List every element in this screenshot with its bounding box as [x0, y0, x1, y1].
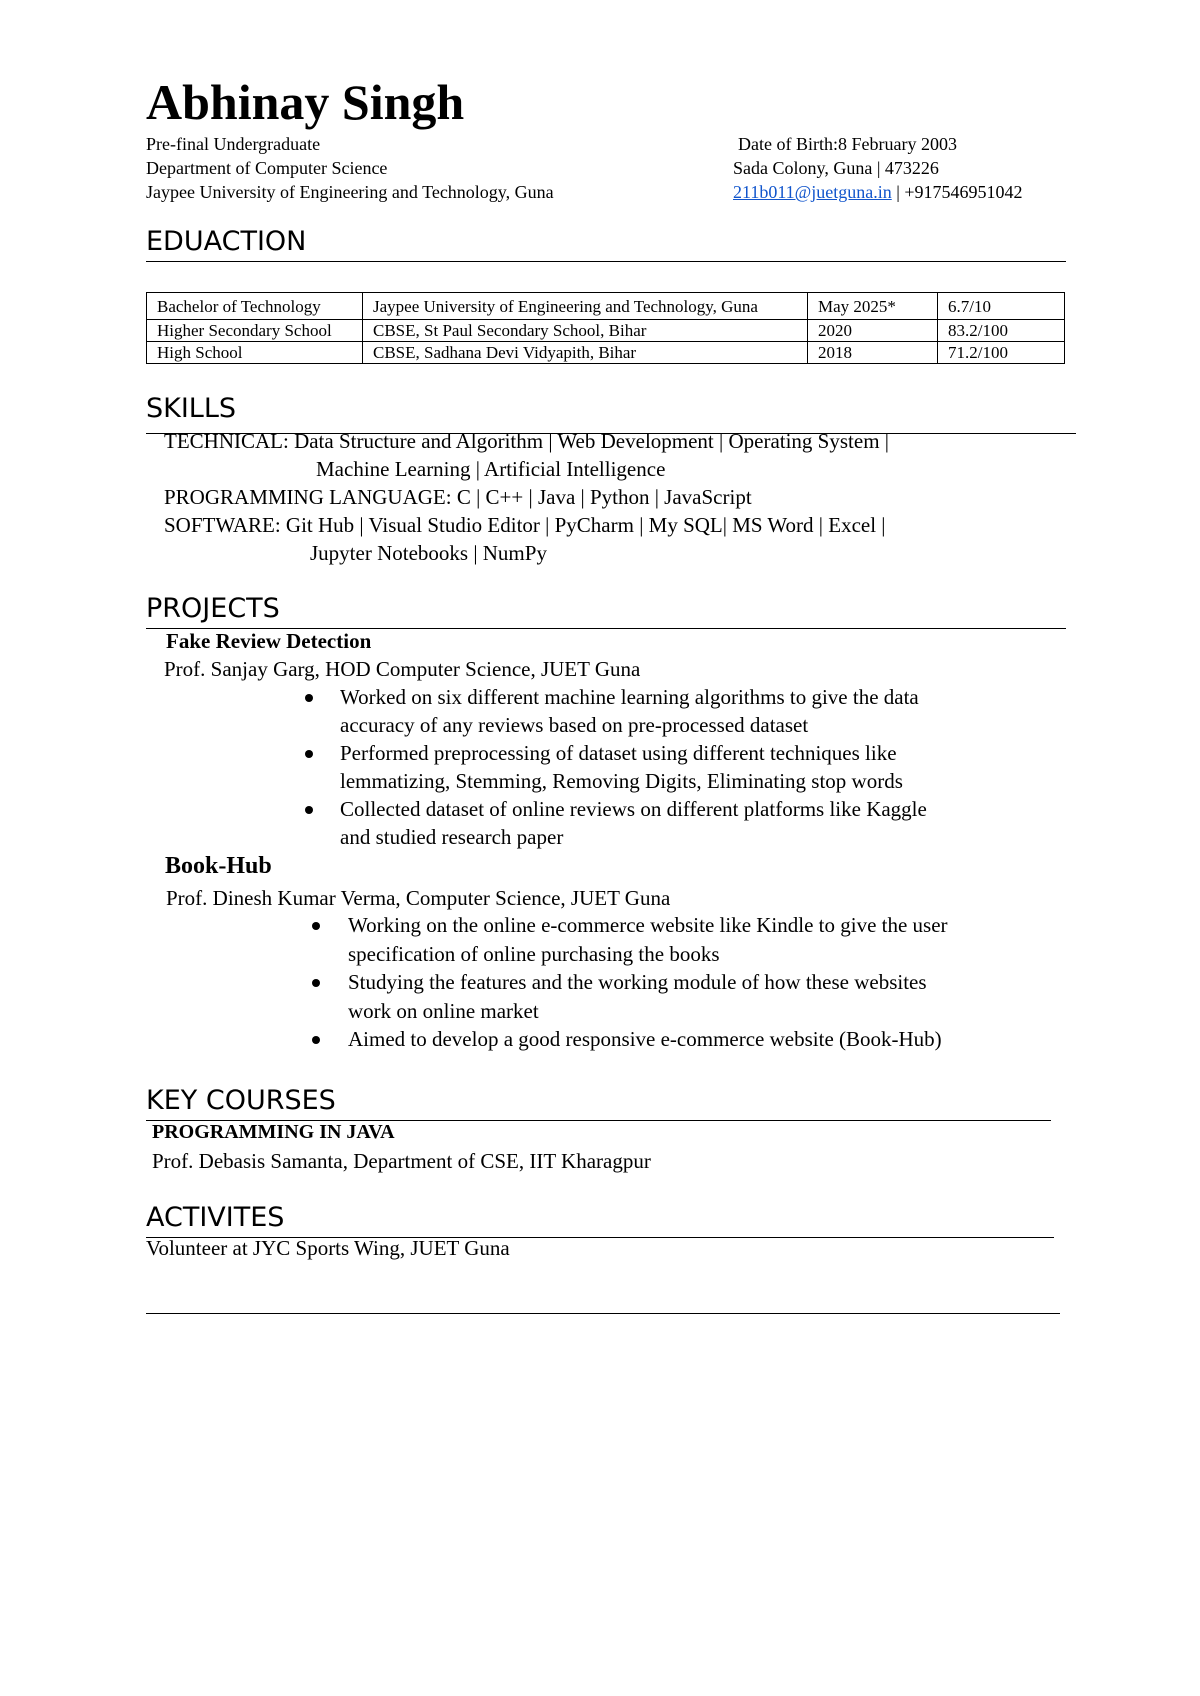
section-title-activities: ACTIVITES — [146, 1202, 285, 1233]
table-cell: High School — [147, 342, 363, 364]
date-of-birth: Date of Birth:8 February 2003 — [738, 134, 957, 154]
skills-software-cont: Jupyter Notebooks | NumPy — [310, 541, 547, 565]
table-cell: Bachelor of Technology — [147, 293, 363, 320]
table-cell: CBSE, St Paul Secondary School, Bihar — [363, 320, 808, 342]
table-row — [147, 342, 1065, 364]
phone-number: | +917546951042 — [891, 182, 1023, 202]
table-cell: 83.2/100 — [938, 320, 1065, 342]
table-row — [147, 293, 1065, 320]
project-title: Book-Hub — [165, 853, 272, 879]
contact-line — [733, 181, 1023, 203]
skills-software: SOFTWARE: Git Hub | Visual Studio Editor | PyCharm | My SQL| MS Word | Excel | — [164, 513, 886, 537]
bullet-text: and studied research paper — [340, 825, 564, 849]
bullet-text: Worked on six different machine learning algorithms to give the data — [340, 685, 919, 709]
department-line: Department of Computer Science — [146, 158, 388, 178]
bullet-icon — [305, 750, 313, 758]
bullet-icon — [312, 922, 320, 930]
address: Sada Colony, Guna | 473226 — [733, 158, 939, 178]
table-cell: CBSE, Sadhana Devi Vidyapith, Bihar — [363, 342, 808, 364]
candidate-name: Abhinay Singh — [146, 74, 465, 130]
table-cell: 2020 — [808, 320, 938, 342]
bullet-icon — [305, 806, 313, 814]
table-cell: Jaypee University of Engineering and Technology, Guna — [363, 293, 808, 320]
project-title: Fake Review Detection — [166, 629, 372, 653]
email-link[interactable]: 211b011@juetguna.in — [733, 182, 892, 202]
status-line: Pre-final Undergraduate — [146, 134, 321, 154]
project-guide: Prof. Dinesh Kumar Verma, Computer Science, JUET Guna — [166, 886, 671, 910]
skills-programming: PROGRAMMING LANGUAGE: C | C++ | Java | Python | JavaScript — [164, 485, 752, 509]
table-row — [147, 320, 1065, 342]
bullet-text: specification of online purchasing the books — [348, 942, 720, 966]
section-title-education: EDUACTION — [146, 226, 307, 257]
bullet-text: Working on the online e-commerce website like Kindle to give the user — [348, 913, 948, 937]
activity-item: Volunteer at JYC Sports Wing, JUET Guna — [146, 1236, 510, 1260]
skills-technical: TECHNICAL: Data Structure and Algorithm | Web Development | Operating System | — [164, 429, 889, 453]
table-cell: 71.2/100 — [938, 342, 1065, 364]
course-instructor: Prof. Debasis Samanta, Department of CSE, IIT Kharagpur — [152, 1149, 651, 1173]
project-guide: Prof. Sanjay Garg, HOD Computer Science, JUET Guna — [164, 657, 641, 681]
table-cell: May 2025* — [808, 293, 938, 320]
bullet-text: Studying the features and the working module of how these websites — [348, 970, 927, 994]
bullet-icon — [312, 1036, 320, 1044]
course-title: PROGRAMMING IN JAVA — [152, 1121, 395, 1143]
section-title-projects: PROJECTS — [146, 593, 280, 624]
section-title-courses: KEY COURSES — [146, 1085, 336, 1116]
table-cell: Higher Secondary School — [147, 320, 363, 342]
table-cell: 6.7/10 — [938, 293, 1065, 320]
section-rule — [146, 261, 1066, 262]
bullet-text: Aimed to develop a good responsive e-commerce website (Book-Hub) — [348, 1027, 942, 1051]
bullet-text: work on online market — [348, 999, 539, 1023]
bullet-text: Collected dataset of online reviews on different platforms like Kaggle — [340, 797, 927, 821]
university-line: Jaypee University of Engineering and Technology, Guna — [146, 182, 554, 202]
bullet-icon — [312, 979, 320, 987]
bullet-text: Performed preprocessing of dataset using different techniques like — [340, 741, 897, 765]
bullet-text: lemmatizing, Stemming, Removing Digits, Eliminating stop words — [340, 769, 903, 793]
bullet-text: accuracy of any reviews based on pre-processed dataset — [340, 713, 809, 737]
bottom-rule — [146, 1313, 1060, 1314]
education-table — [146, 292, 1065, 364]
section-title-skills: SKILLS — [146, 393, 237, 424]
table-cell: 2018 — [808, 342, 938, 364]
bullet-icon — [305, 694, 313, 702]
skills-technical-cont: Machine Learning | Artificial Intelligence — [316, 457, 666, 481]
